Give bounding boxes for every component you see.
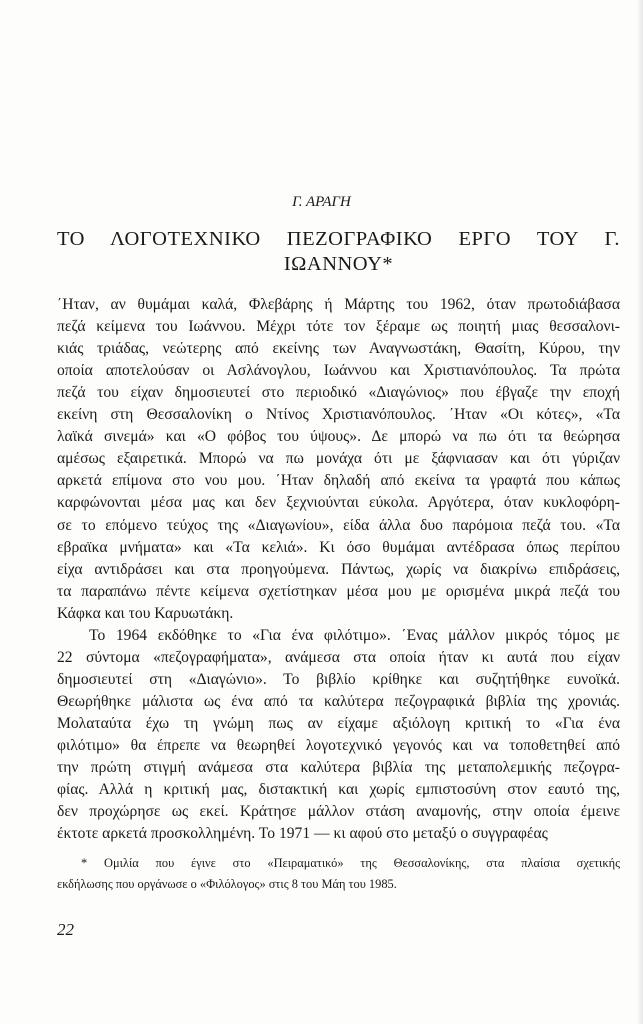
body-text-line: Κάφκα και του Καρυωτάκη. [57,604,234,622]
body-text-line: Μολαταύτα έχω τη γνώμη πως αν είχαμε αξιόλογη κριτική το «Για ένα [57,714,620,732]
scan-edge-shadow [637,0,643,1024]
body-text-line: κιάς τριάδας, νεώτερης από εκείνης των Αναγνωστάκη, Θασίτη, Κύρου, την [57,340,620,358]
article-title-line-1: ΤΟ ΛΟΓΟΤΕΧΝΙΚΟ ΠΕΖΟΓΡΑΦΙΚΟ ΕΡΓΟ ΤΟΥ Γ. [57,228,620,250]
body-text-line: την πρώτη στιγμή ανάμεσα στα καλύτερα βιβλία της μεταπολεμικής πεζογρα- [57,759,620,777]
body-text-line: λαϊκά σινεμά» και «Ο φόβος του ύψους». Δε μπορώ να πω ότι τα θεώρησα [57,428,620,446]
body-text-line: πεζά κείμενα του Ιωάννου. Μέχρι τότε τον ξέραμε ως ποιητή μιας θεσσαλονι- [57,318,620,336]
body-text-line: τα παραπάνω πέντε κείμενα σχετίστηκαν μέσα μου με ορισμένα μικρά πεζά του [57,582,620,600]
body-text-line: εβραϊκα μνήματα» και «Τα κελιά». Κι όσο θυμάμαι αντέδρασα όπως περίπου [57,538,620,556]
body-text-line: αμέσως εξαιρετικά. Μπορώ να πω μονάχα ότι με ξάφνιασαν και ότι γύριζαν [57,450,620,468]
body-text-line: αρκετά επίμονα στο νου μου. ΄Ηταν δηλαδή από εκείνα τα γραφτά που κάπως [57,472,620,490]
body-text-line: καρφώνονται μέσα μας και δεν ξεχνιούνται εύκολα. Αργότερα, όταν κυκλοφόρη- [57,494,620,512]
body-text-line: σε το επόμενο τεύχος της «Διαγωνίου», είδα άλλα δυο παρόμοια πεζά του. «Τα [57,516,620,534]
body-text-line: Το 1964 εκδόθηκε το «Για ένα φιλότιμο». ΄Ενας μάλλον μικρός τόμος με [89,626,620,644]
body-text-line: εκείνη στη Θεσσαλονίκη ο Ντίνος Χριστιανόπουλος. ΄Ηταν «Οι κότες», «Τα [57,406,620,424]
footnote-line: εκδήλωσης που οργάνωσε ο «Φιλόλογος» στις 8 του Μάη του 1985. [57,877,397,891]
body-text-line: έκτοτε αρκετά προσκολλημένη. Το 1971 — κι αφού στο μεταξύ ο συγγραφέας [57,825,548,843]
body-text-line: 22 σύντομα «πεζογραφήματα», ανάμεσα στα οποία ήταν κι αυτά που είχαν [57,648,620,666]
body-text-line: οποία αποτελούσαν οι Ασλάνογλου, Ιωάννου και Χριστιανόπουλος. Τα πρώτα [57,362,620,380]
body-text-line: φιλότιμο» θα έπρεπε να θεωρηθεί λογοτεχνικό γεγονός και να τοποθετηθεί από [57,737,620,754]
body-text-line: δεν προχώρησε ως εκεί. Κράτησε μάλλον στάση αναμονής, στην οποία έμεινε [57,803,620,821]
body-text-line: είχα αντιδράσει και στα προηγούμενα. Πάντως, χωρίς να διακρίνω επιδράσεις, [57,560,620,578]
body-text-line: φίας. Αλλά η κριτική μας, διστακτική και χωρίς εμπιστοσύνη στον εαυτό της, [57,781,620,799]
page-number: 22 [57,920,74,939]
body-text-line: ΄Ηταν, αν θυμάμαι καλά, Φλεβάρης ή Μάρτης του 1962, όταν πρωτοδιάβασα [57,296,620,313]
body-text-line: πεζά του είχαν δημοσιευτεί στο περιοδικό «Διαγώνιος» που έβγαζε την εποχή [57,384,620,402]
author-name: Γ. ΑΡΑΓΗ [292,194,351,210]
article-title-line-2: ΙΩΑΝΝΟΥ* [283,253,394,275]
footnote-line: * Ομιλία που έγινε στο «Πειραματικό» της Θεσσαλονίκης, στα πλαίσια σχετικής [81,856,620,870]
body-text-line: Θεωρήθηκε μάλιστα ως ένα από τα καλύτερα πεζογραφικά βιβλία της χρονιάς. [57,692,620,710]
body-text-line: δημοσιευτεί στη «Διαγώνιο». Το βιβλίο κρίθηκε και συζητήθηκε ευνοϊκά. [57,670,620,688]
